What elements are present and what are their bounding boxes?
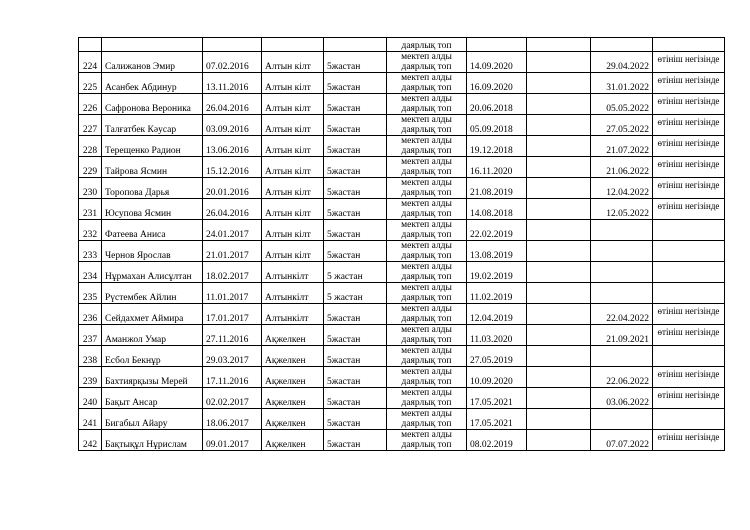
row-number: 236 xyxy=(79,304,102,325)
kindergarten-name: Ақжелкен xyxy=(262,430,324,451)
birth-date: 02.02.2017 xyxy=(203,388,262,409)
row-number: 232 xyxy=(79,220,102,241)
leave-reason: өтініш негізінде xyxy=(653,94,725,115)
table-row xyxy=(79,262,725,283)
group-line-1: мектеп алды xyxy=(401,346,452,356)
group-line-1: мектеп алды xyxy=(401,262,452,272)
child-name: Фатеева Аниса xyxy=(102,220,203,241)
kindergarten-name: Алтын кілт xyxy=(262,94,324,115)
age-group: 5жастан xyxy=(324,430,387,451)
kindergarten-name: Ақжелкен xyxy=(262,367,324,388)
row-number: 233 xyxy=(79,241,102,262)
leave-reason: өтініш негізінде xyxy=(653,367,725,388)
group-line-2: даярлық топ xyxy=(401,419,452,429)
birth-date: 24.01.2017 xyxy=(203,220,262,241)
leave-date: 07.07.2022 xyxy=(591,430,653,451)
child-name: Юсупова Ясмин xyxy=(102,199,203,220)
admission-date: 16.11.2020 xyxy=(467,157,527,178)
empty-cell xyxy=(527,94,591,115)
group-line-2: даярлық топ xyxy=(401,377,452,387)
table-body xyxy=(79,38,725,451)
child-name: Нұрмахан Алисұлтан xyxy=(102,262,203,283)
child-name: Сафронова Вероника xyxy=(102,94,203,115)
leave-reason: өтініш негізінде xyxy=(653,178,725,199)
empty-cell xyxy=(527,283,591,304)
group-label: даярлық топ xyxy=(401,41,452,51)
group-line-1: мектеп алды xyxy=(401,304,452,314)
kindergarten-name: Алтын кілт xyxy=(262,220,324,241)
leave-reason: өтініш негізінде xyxy=(653,388,725,409)
group-cell xyxy=(387,388,467,409)
child-name: Бақтықұл Нұрислам xyxy=(102,430,203,451)
empty-cell xyxy=(527,178,591,199)
row-number: 234 xyxy=(79,262,102,283)
birth-date: 26.04.2016 xyxy=(203,199,262,220)
row-number: 224 xyxy=(79,52,102,73)
empty-cell xyxy=(527,346,591,367)
age-group: 5жастан xyxy=(324,178,387,199)
leave-date xyxy=(591,283,653,304)
group-line-1: мектеп алды xyxy=(401,157,452,167)
leave-reason: өтініш негізінде xyxy=(653,304,725,325)
table-row xyxy=(79,367,725,388)
age-group: 5жастан xyxy=(324,136,387,157)
child-name: Аманжол Умар xyxy=(102,325,203,346)
child-name: Тайрова Ясмин xyxy=(102,157,203,178)
group-line-2: даярлық топ xyxy=(401,314,452,324)
admission-date: 21.08.2019 xyxy=(467,178,527,199)
kindergarten-name: Алтын кілт xyxy=(262,241,324,262)
birth-date: 11.01.2017 xyxy=(203,283,262,304)
empty-cell xyxy=(527,157,591,178)
admission-date: 11.03.2020 xyxy=(467,325,527,346)
table-row xyxy=(79,199,725,220)
table-row xyxy=(79,388,725,409)
row-number: 241 xyxy=(79,409,102,430)
admission-date: 12.04.2019 xyxy=(467,304,527,325)
kindergarten-name: Алтынкілт xyxy=(262,262,324,283)
empty-cell xyxy=(527,367,591,388)
row-number: 226 xyxy=(79,94,102,115)
empty-cell xyxy=(527,304,591,325)
group-cell xyxy=(387,304,467,325)
table-row xyxy=(79,346,725,367)
birth-date: 03.09.2016 xyxy=(203,115,262,136)
group-cell xyxy=(387,409,467,430)
kindergarten-name: Алтын кілт xyxy=(262,115,324,136)
leave-reason: өтініш негізінде xyxy=(653,199,725,220)
leave-reason xyxy=(653,409,725,430)
age-group: 5жастан xyxy=(324,388,387,409)
birth-date: 17.01.2017 xyxy=(203,304,262,325)
group-line-2: даярлық топ xyxy=(401,335,452,345)
group-line-1: мектеп алды xyxy=(401,409,452,419)
table-row xyxy=(79,241,725,262)
empty-cell xyxy=(527,325,591,346)
row-number: 225 xyxy=(79,73,102,94)
leave-date: 03.06.2022 xyxy=(591,388,653,409)
group-line-1: мектеп алды xyxy=(401,178,452,188)
kindergarten-name: Ақжелкен xyxy=(262,325,324,346)
group-line-1: мектеп алды xyxy=(401,241,452,251)
empty-cell xyxy=(527,241,591,262)
kindergarten-name: Ақжелкен xyxy=(262,346,324,367)
admission-date: 11.02.2019 xyxy=(467,283,527,304)
leave-reason xyxy=(653,220,725,241)
group-cell xyxy=(387,283,467,304)
age-group: 5жастан xyxy=(324,157,387,178)
kindergarten-name: Алтын кілт xyxy=(262,136,324,157)
leave-reason: өтініш негізінде xyxy=(653,115,725,136)
leave-reason xyxy=(653,346,725,367)
table-row xyxy=(79,325,725,346)
group-line-1: мектеп алды xyxy=(401,325,452,335)
group-cell xyxy=(387,367,467,388)
admission-date: 17.05.2021 xyxy=(467,409,527,430)
group-line-2: даярлық топ xyxy=(401,293,452,303)
kindergarten-name: Алтын кілт xyxy=(262,157,324,178)
group-cell xyxy=(387,241,467,262)
birth-date: 18.02.2017 xyxy=(203,262,262,283)
child-name: Чернов Ярослав xyxy=(102,241,203,262)
admission-date: 14.09.2020 xyxy=(467,52,527,73)
group-cell xyxy=(387,262,467,283)
leave-reason: өтініш негізінде xyxy=(653,157,725,178)
leave-date: 12.05.2022 xyxy=(591,199,653,220)
group-line-1: мектеп алды xyxy=(401,199,452,209)
group-cell xyxy=(387,346,467,367)
row-number: 238 xyxy=(79,346,102,367)
group-cell xyxy=(387,430,467,451)
age-group: 5жастан xyxy=(324,52,387,73)
age-group: 5жастан xyxy=(324,199,387,220)
leave-date: 05.05.2022 xyxy=(591,94,653,115)
age-group: 5жастан xyxy=(324,94,387,115)
group-line-1: мектеп алды xyxy=(401,94,452,104)
age-group: 5жастан xyxy=(324,325,387,346)
row-number: 239 xyxy=(79,367,102,388)
age-group: 5жастан xyxy=(324,409,387,430)
child-name: Салижанов Эмир xyxy=(102,52,203,73)
group-line-2: даярлық топ xyxy=(401,356,452,366)
leave-reason xyxy=(653,283,725,304)
age-group: 5жастан xyxy=(324,115,387,136)
admission-date: 13.08.2019 xyxy=(467,241,527,262)
group-line-1: мектеп алды xyxy=(401,283,452,293)
empty-cell xyxy=(527,199,591,220)
group-line-2: даярлық топ xyxy=(401,104,452,114)
leave-reason: өтініш негізінде xyxy=(653,73,725,94)
table-row xyxy=(79,73,725,94)
empty-cell xyxy=(527,388,591,409)
empty-cell xyxy=(527,430,591,451)
child-name: Сейдахмет Аймира xyxy=(102,304,203,325)
age-group: 5жастан xyxy=(324,220,387,241)
group-line-2: даярлық топ xyxy=(401,188,452,198)
age-group: 5жастан xyxy=(324,241,387,262)
group-cell xyxy=(387,38,467,52)
child-name: Бигабыл Айару xyxy=(102,409,203,430)
empty-cell xyxy=(527,136,591,157)
admission-date: 20.06.2018 xyxy=(467,94,527,115)
leave-date xyxy=(591,220,653,241)
child-name: Торопова Дарья xyxy=(102,178,203,199)
table-row-continued xyxy=(79,38,725,52)
birth-date: 17.11.2016 xyxy=(203,367,262,388)
birth-date: 18.06.2017 xyxy=(203,409,262,430)
group-line-1: мектеп алды xyxy=(401,52,452,62)
group-cell xyxy=(387,94,467,115)
group-line-1: мектеп алды xyxy=(401,136,452,146)
group-line-1: мектеп алды xyxy=(401,73,452,83)
leave-date: 29.04.2022 xyxy=(591,52,653,73)
leave-reason: өтініш негізінде xyxy=(653,430,725,451)
birth-date: 21.01.2017 xyxy=(203,241,262,262)
group-cell xyxy=(387,199,467,220)
admission-date: 16.09.2020 xyxy=(467,73,527,94)
group-line-2: даярлық топ xyxy=(401,251,452,261)
leave-date: 12.04.2022 xyxy=(591,178,653,199)
birth-date: 15.12.2016 xyxy=(203,157,262,178)
age-group: 5 жастан xyxy=(324,283,387,304)
birth-date: 29.03.2017 xyxy=(203,346,262,367)
group-line-2: даярлық топ xyxy=(401,272,452,282)
group-line-2: даярлық топ xyxy=(401,146,452,156)
birth-date: 20.01.2016 xyxy=(203,178,262,199)
child-name: Есбол Бекнұр xyxy=(102,346,203,367)
admission-date: 08.02.2019 xyxy=(467,430,527,451)
group-line-2: даярлық топ xyxy=(401,209,452,219)
group-line-1: мектеп алды xyxy=(401,367,452,377)
table-row xyxy=(79,157,725,178)
group-cell xyxy=(387,52,467,73)
age-group: 5жастан xyxy=(324,73,387,94)
leave-date xyxy=(591,241,653,262)
group-line-2: даярлық топ xyxy=(401,83,452,93)
birth-date: 26.04.2016 xyxy=(203,94,262,115)
kindergarten-name: Алтын кілт xyxy=(262,73,324,94)
admission-date: 19.02.2019 xyxy=(467,262,527,283)
child-name: Бахтиярқызы Мерей xyxy=(102,367,203,388)
birth-date: 13.06.2016 xyxy=(203,136,262,157)
child-name: Рүстембек Айлин xyxy=(102,283,203,304)
row-number: 229 xyxy=(79,157,102,178)
group-line-1: мектеп алды xyxy=(401,115,452,125)
row-number: 242 xyxy=(79,430,102,451)
empty-cell xyxy=(527,220,591,241)
table-row xyxy=(79,94,725,115)
child-name: Терещенко Радион xyxy=(102,136,203,157)
leave-date: 22.04.2022 xyxy=(591,304,653,325)
group-cell xyxy=(387,220,467,241)
birth-date: 13.11.2016 xyxy=(203,73,262,94)
kindergarten-name: Алтынкілт xyxy=(262,283,324,304)
table-row xyxy=(79,409,725,430)
leave-date: 21.07.2022 xyxy=(591,136,653,157)
group-line-1: мектеп алды xyxy=(401,388,452,398)
row-number: 235 xyxy=(79,283,102,304)
leave-reason xyxy=(653,262,725,283)
row-number: 237 xyxy=(79,325,102,346)
age-group: 5жастан xyxy=(324,367,387,388)
leave-reason: өтініш негізінде xyxy=(653,136,725,157)
admission-date: 10.09.2020 xyxy=(467,367,527,388)
child-name: Асанбек Абдинур xyxy=(102,73,203,94)
leave-date xyxy=(591,346,653,367)
kindergarten-name: Алтынкілт xyxy=(262,304,324,325)
group-line-2: даярлық топ xyxy=(401,398,452,408)
age-group: 5жастан xyxy=(324,304,387,325)
age-group: 5 жастан xyxy=(324,262,387,283)
row-number: 230 xyxy=(79,178,102,199)
leave-date: 21.06.2022 xyxy=(591,157,653,178)
group-cell xyxy=(387,157,467,178)
leave-reason: өтініш негізінде xyxy=(653,325,725,346)
group-cell xyxy=(387,73,467,94)
group-cell xyxy=(387,115,467,136)
leave-date: 21.09.2021 xyxy=(591,325,653,346)
row-number: 228 xyxy=(79,136,102,157)
row-number: 227 xyxy=(79,115,102,136)
kindergarten-name: Алтын кілт xyxy=(262,199,324,220)
admission-date: 22.02.2019 xyxy=(467,220,527,241)
birth-date: 09.01.2017 xyxy=(203,430,262,451)
admission-date: 27.05.2019 xyxy=(467,346,527,367)
group-cell xyxy=(387,178,467,199)
group-line-2: даярлық топ xyxy=(401,230,452,240)
kindergarten-name: Ақжелкен xyxy=(262,409,324,430)
table-row xyxy=(79,304,725,325)
birth-date: 27.11.2016 xyxy=(203,325,262,346)
leave-date xyxy=(591,262,653,283)
empty-cell xyxy=(527,409,591,430)
table-row xyxy=(79,283,725,304)
table-row xyxy=(79,52,725,73)
empty-cell xyxy=(527,115,591,136)
group-line-2: даярлық топ xyxy=(401,62,452,72)
table-row xyxy=(79,178,725,199)
empty-cell xyxy=(527,52,591,73)
age-group: 5жастан xyxy=(324,346,387,367)
group-cell xyxy=(387,325,467,346)
admission-date: 14.08.2018 xyxy=(467,199,527,220)
leave-date xyxy=(591,409,653,430)
group-line-1: мектеп алды xyxy=(401,220,452,230)
table-row xyxy=(79,136,725,157)
group-line-2: даярлық топ xyxy=(401,167,452,177)
child-name: Талғатбек Кәусар xyxy=(102,115,203,136)
child-name: Бақыт Ансар xyxy=(102,388,203,409)
admission-date: 17.05.2021 xyxy=(467,388,527,409)
group-line-2: даярлық топ xyxy=(401,125,452,135)
kindergarten-name: Ақжелкен xyxy=(262,388,324,409)
table-row xyxy=(79,430,725,451)
leave-date: 27.05.2022 xyxy=(591,115,653,136)
table-row xyxy=(79,115,725,136)
leave-date: 22.06.2022 xyxy=(591,367,653,388)
group-line-1: мектеп алды xyxy=(401,430,452,440)
admission-date: 19.12.2018 xyxy=(467,136,527,157)
registry-table xyxy=(78,37,725,451)
empty-cell xyxy=(527,262,591,283)
kindergarten-name: Алтын кілт xyxy=(262,178,324,199)
row-number: 240 xyxy=(79,388,102,409)
group-line-2: даярлық топ xyxy=(401,440,452,450)
admission-date: 05.09.2018 xyxy=(467,115,527,136)
group-cell xyxy=(387,136,467,157)
leave-reason xyxy=(653,241,725,262)
leave-reason: өтініш негізінде xyxy=(653,52,725,73)
empty-cell xyxy=(527,73,591,94)
birth-date: 07.02.2016 xyxy=(203,52,262,73)
table-row xyxy=(79,220,725,241)
leave-date: 31.01.2022 xyxy=(591,73,653,94)
kindergarten-name: Алтын кілт xyxy=(262,52,324,73)
row-number: 231 xyxy=(79,199,102,220)
